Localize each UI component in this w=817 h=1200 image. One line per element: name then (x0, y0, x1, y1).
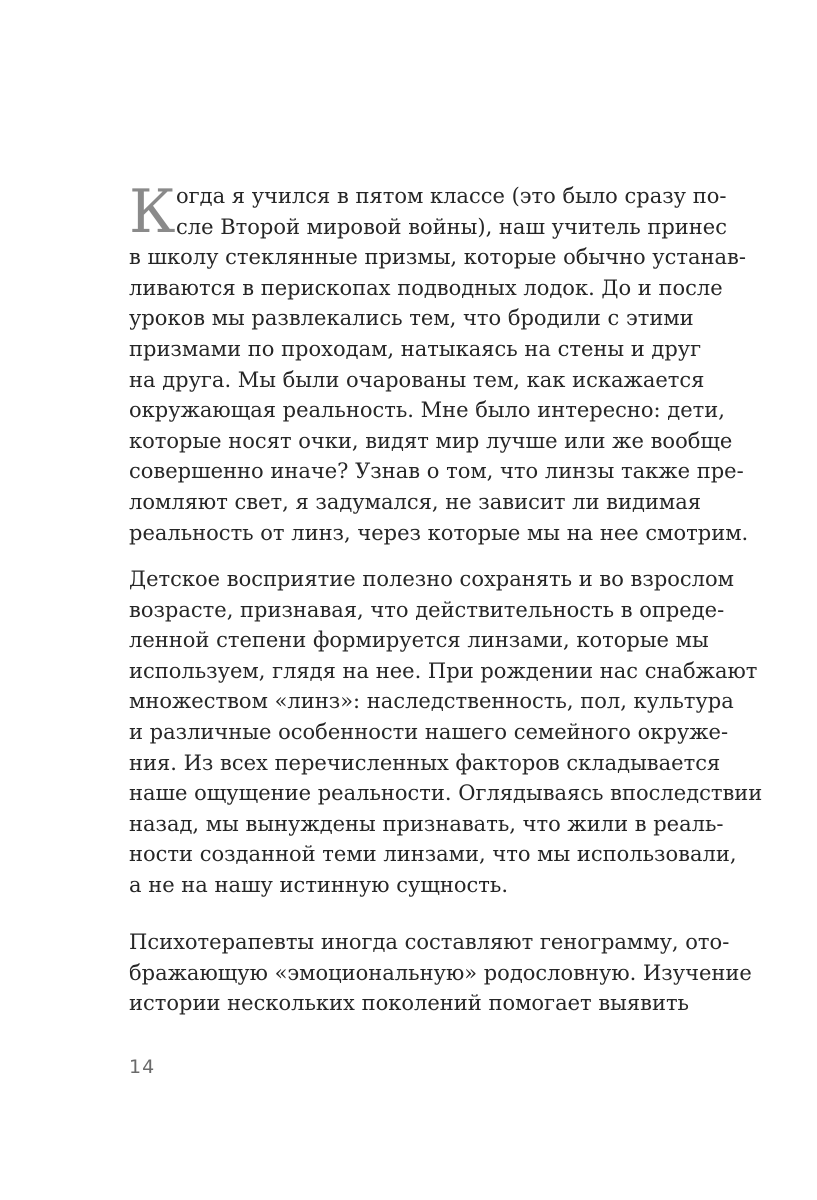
text-line: множеством «линз»: наследственность, пол, культура (129, 689, 734, 714)
text-line: ности созданной теми линзами, что мы использовали, (129, 842, 737, 867)
text-line: Психотерапевты иногда составляют генограмму, ото- (129, 930, 730, 954)
text-line: сле Второй мировой войны), наш учитель принес (176, 214, 727, 239)
text-line: бражающую «эмоциональную» родословную. Изучение (129, 960, 752, 985)
text-line: возрасте, признавая, что действительность в опреде- (129, 597, 725, 622)
text-line: ленной степени формируется линзами, которые мы (129, 628, 709, 653)
text-line: уроков мы развлекались тем, что бродили с этими (129, 306, 694, 331)
text-line: призмами по проходам, натыкаясь на стены и друг (129, 336, 702, 361)
paragraph-3 (129, 927, 752, 1019)
text-line: наше ощущение реальности. Оглядываясь впоследствии (129, 781, 763, 806)
text-line: ливаются в перископах подводных лодок. До и после (129, 275, 723, 300)
text-line: ния. Из всех перечисленных факторов складывается (129, 750, 721, 775)
text-line: огда я учился в пятом классе (это было сразу по- (176, 184, 727, 208)
page-number: 14 (129, 1056, 156, 1078)
paragraph-1 (129, 177, 749, 548)
text-line: которые носят очки, видят мир лучше или же вообще (129, 428, 733, 453)
text-line: ломляют свет, я задумался, не зависит ли видимая (129, 489, 702, 514)
text-line: совершенно иначе? Узнав о том, что линзы также пре- (129, 459, 744, 484)
text-line: и различные особенности нашего семейного окруже- (129, 719, 729, 744)
text-line: на друга. Мы были очарованы тем, как искажается (129, 367, 705, 392)
text-line: назад, мы вынуждены признавать, что жили в реаль- (129, 811, 724, 836)
text-line: окружающая реальность. Мне было интересно: дети, (129, 398, 725, 423)
text-line: в школу стеклянные призмы, которые обычно устанав- (129, 245, 746, 270)
text-line: а не на нашу истинную сущность. (129, 872, 509, 897)
text-line: истории нескольких поколений помогает выявить (129, 991, 689, 1016)
text-line: используем, глядя на нее. При рождении нас снабжают (129, 658, 758, 683)
drop-cap-letter: К (129, 177, 176, 247)
text-line: Детское восприятие полезно сохранять и во взрослом (129, 567, 734, 591)
text-line: реальность от линз, через которые мы на нее смотрим. (129, 520, 749, 545)
paragraph-2 (129, 564, 763, 901)
